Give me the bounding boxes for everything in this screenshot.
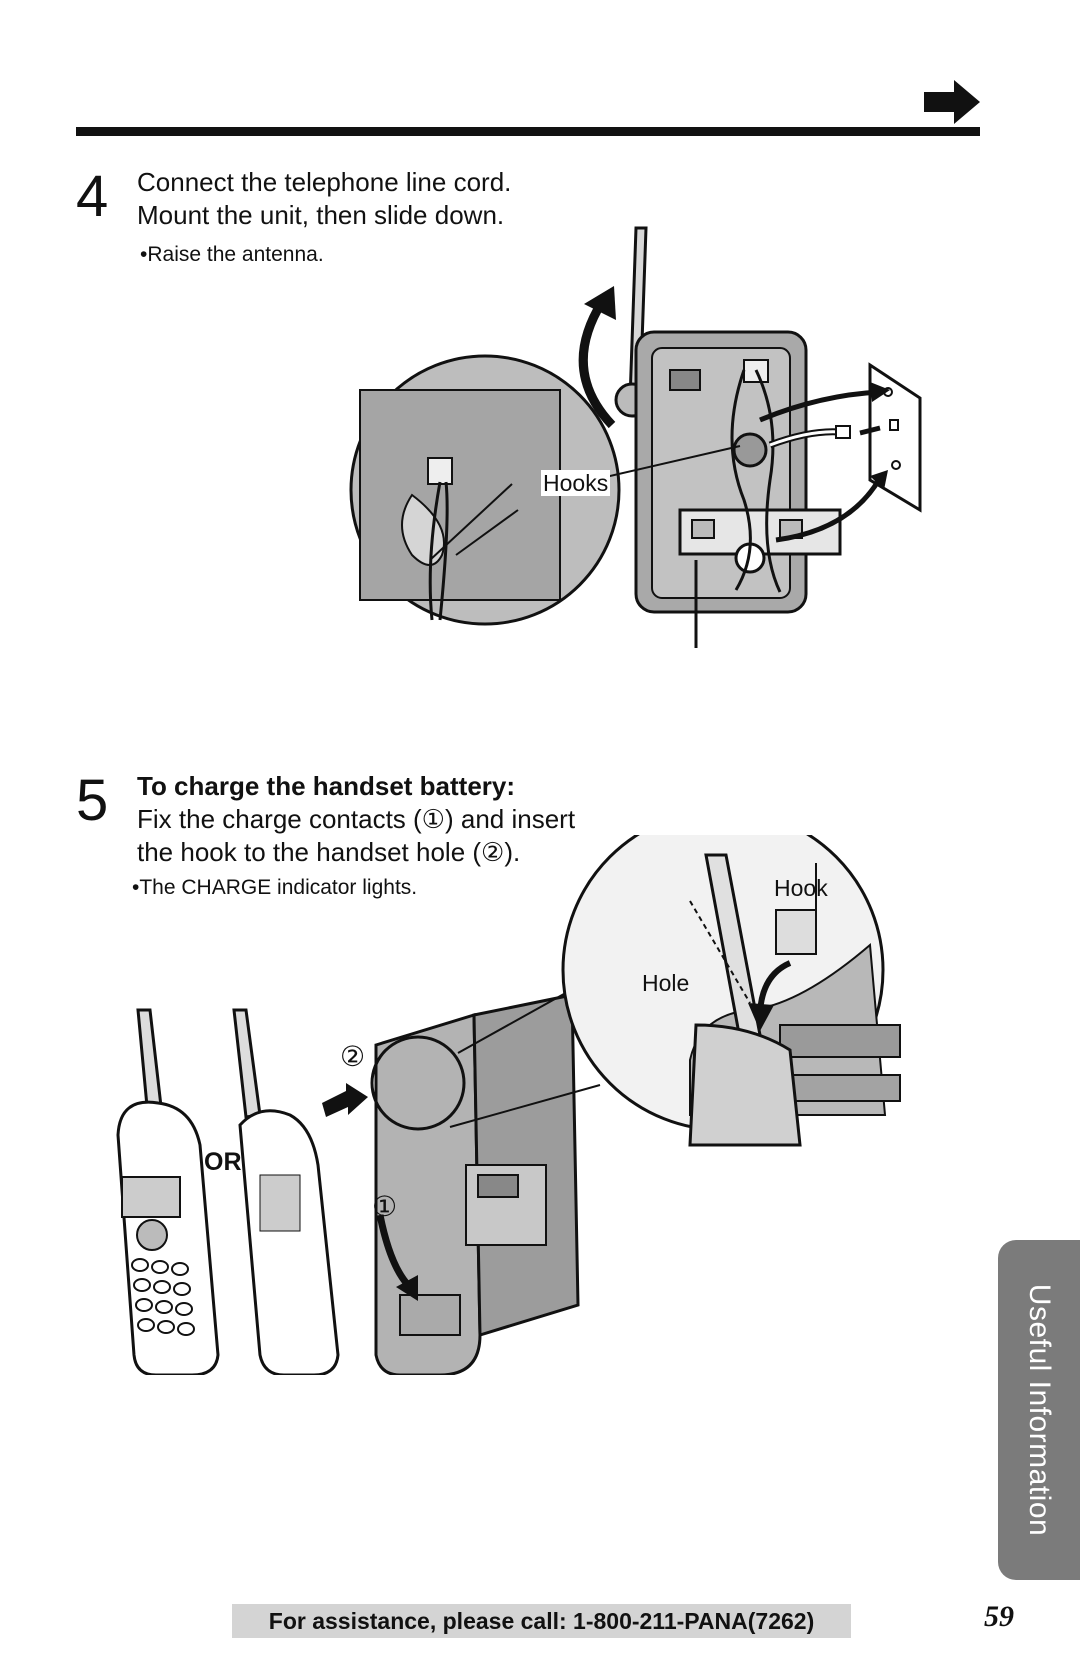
wall-mount-illustration xyxy=(340,220,1000,700)
marker-1: ① xyxy=(372,1191,398,1222)
step-4-line-2: Mount the unit, then slide down. xyxy=(137,200,505,230)
charging-illustration xyxy=(100,835,960,1375)
step-5-note: •The CHARGE indicator lights. xyxy=(132,876,418,899)
step-5-line-1: Fix the charge contacts (①) and insert xyxy=(137,804,576,834)
section-side-tab xyxy=(998,1240,1080,1580)
next-page-arrow-icon xyxy=(924,80,980,124)
step-5-line-2: the hook to the handset hole (②). xyxy=(137,837,521,867)
assistance-footer: For assistance, please call: 1-800-211-PANA(7262) xyxy=(232,1604,851,1638)
step-5-number: 5 xyxy=(76,768,109,833)
hole-label: Hole xyxy=(642,970,690,996)
hooks-label: Hooks xyxy=(543,470,609,496)
side-tab-label: Useful Information xyxy=(1023,1283,1056,1537)
header-rule xyxy=(76,127,980,136)
step-5-heading: To charge the handset battery: xyxy=(137,771,516,801)
hook-label: Hook xyxy=(774,875,828,901)
step-4-line-1: Connect the telephone line cord. xyxy=(137,167,512,197)
page-number: 59 xyxy=(984,1600,1014,1633)
marker-2: ② xyxy=(340,1041,366,1072)
step-4-number: 4 xyxy=(76,164,109,229)
or-label: OR xyxy=(204,1148,242,1176)
step-4-note: •Raise the antenna. xyxy=(140,243,324,266)
